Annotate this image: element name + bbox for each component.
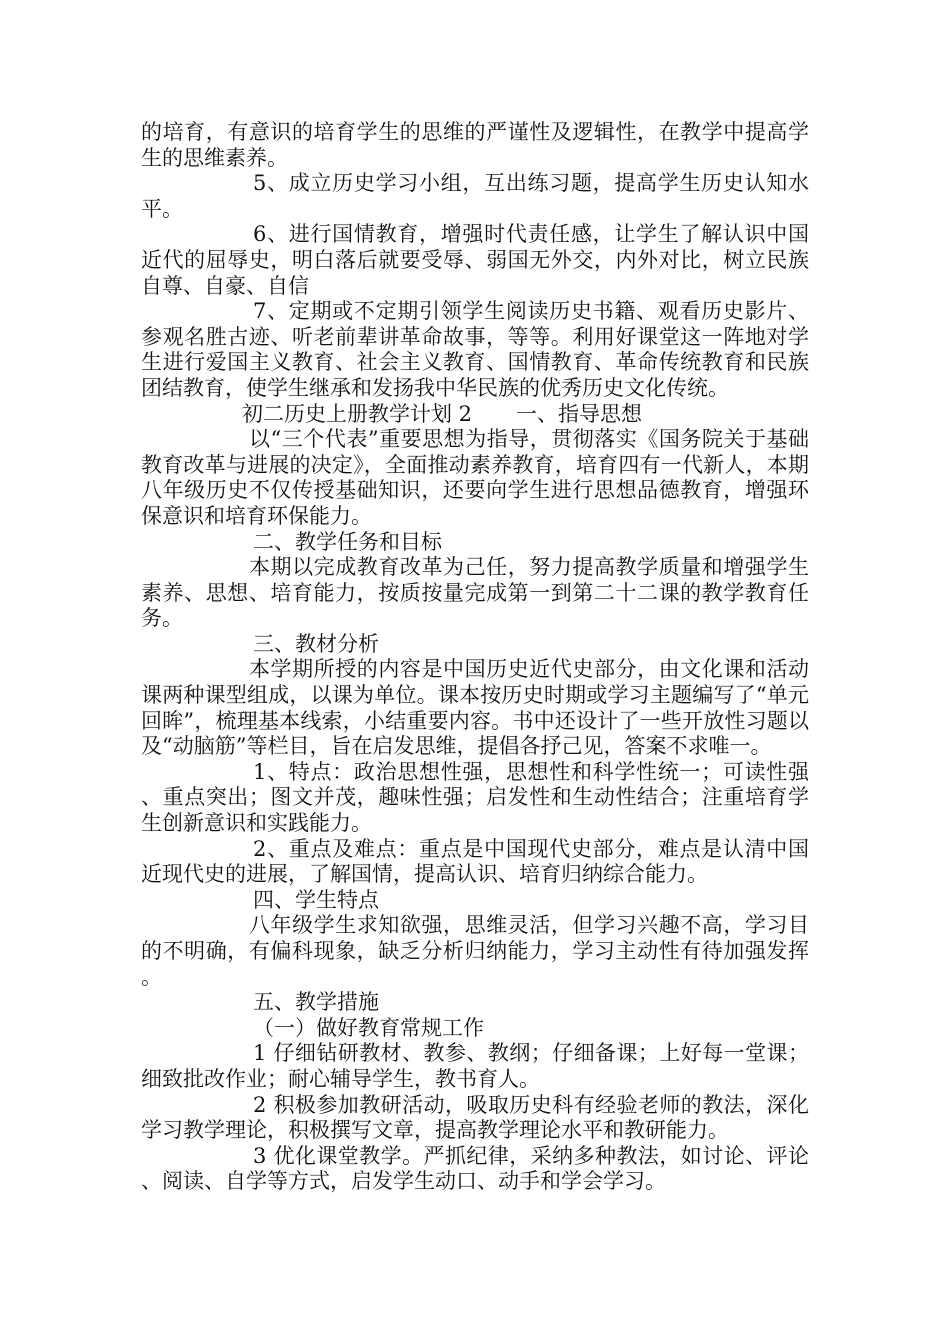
subsection-heading-routine-work: （一）做好教育常规工作 (253, 1015, 484, 1040)
section-heading-textbook-analysis: 三、教材分析 (253, 631, 379, 656)
paragraph-guiding-ideology: 以“三个代表”重要思想为指导，贯彻落实《国务院关于基础教育改革与进展的决定》，全面推动素养教育，培育四有一代新人，本期八年级历史不仅传授基础知识，还要向学生进行思想品德教育，增强环保意识和培育环保能力。 (141, 427, 809, 528)
paragraph-national-education: 6、进行国情教育，增强时代责任感，让学生了解认识中国近代的屈辱史，明白落后就要受辱、弱国无外交，内外对比，树立民族自尊、自豪、自信 (141, 222, 809, 298)
paragraph-patriotic-education: 7、定期或不定期引领学生阅读历史书籍、观看历史影片、参观名胜古迹、听老前辈讲革命故事，等等。利用好课堂这一阵地对学生进行爱国主义教育、社会主义教育、国情教育、革命传统教育和民族团结教育，使学生继承和发扬我中华民族的优秀历史文化传统。 (141, 299, 809, 400)
paragraph-student-traits: 八年级学生求知欲强，思维灵活，但学习兴趣不高，学习目的不明确，有偏科现象，缺乏分析归纳能力，学习主动性有待加强发挥。 (141, 913, 809, 989)
paragraph-features: 1、特点：政治思想性强，思想性和科学性统一；可读性强、重点突出；图文并茂，趣味性强；启发性和生动性结合；注重培育学生创新意识和实践能力。 (141, 759, 809, 836)
paragraph-measure-1: 1 仔细钻研教材、教参、教纲；仔细备课；上好每一堂课；细致批改作业；耐心辅导学生，教书育人。 (141, 1041, 809, 1091)
paragraph-study-group: 5、成立历史学习小组，互出练习题，提高学生历史认知水平。 (141, 171, 809, 221)
paragraph-textbook-analysis: 本学期所授的内容是中国历史近代史部分，由文化课和活动课两种课型组成，以课为单位。课本按历史时期或学习主题编写了“单元回眸”，梳理基本线索，小结重要内容。书中还设计了一些开放性习题以及“动脑筋”等栏目，旨在启发思维，提倡各抒己见，答案不求唯一。 (141, 657, 809, 759)
paragraph-thinking-cultivation: 的培育，有意识的培育学生的思维的严谨性及逻辑性，在教学中提高学生的思维素养。 (141, 120, 809, 170)
section-heading-student-traits: 四、学生特点 (253, 887, 379, 912)
paragraph-tasks-goals: 本期以完成教育改革为己任，努力提高教学质量和增强学生素养、思想、培育能力，按质按量完成第一到第二十二课的教学教育任务。 (141, 555, 809, 631)
paragraph-measure-3: 3 优化课堂教学。严抓纪律，采纳多种教法，如讨论、评论、阅读、自学等方式，启发学生动口、动手和学会学习。 (141, 1143, 809, 1194)
document-body (141, 120, 809, 1195)
paragraph-measure-2: 2 积极参加教研活动，吸取历史科有经验老师的教法，深化学习教学理论，积极撰写文章，提高教学理论水平和教研能力。 (141, 1092, 809, 1143)
section-heading-tasks-goals: 二、教学任务和目标 (253, 529, 442, 554)
section-heading-guiding-ideology: 一、指导思想 (516, 401, 643, 426)
paragraph-key-points: 2、重点及难点：重点是中国现代史部分，难点是认清中国近现代史的进展，了解国情，提高认识、培育归纳综合能力。 (141, 836, 809, 887)
section-heading-teaching-measures: 五、教学措施 (253, 990, 379, 1015)
document-title: 初二历史上册教学计划 2 (242, 401, 473, 426)
document-title-line (141, 402, 809, 428)
